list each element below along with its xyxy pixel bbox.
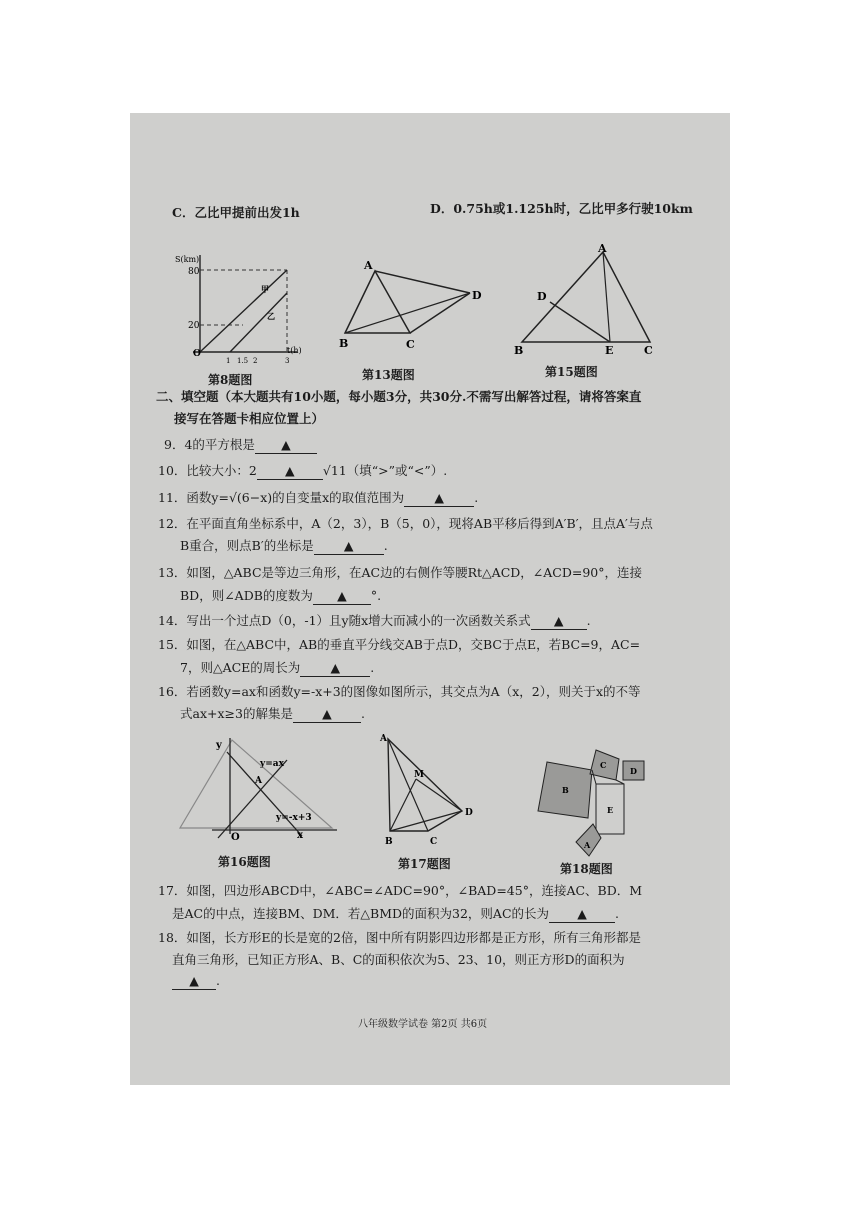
fig16-point-a: A bbox=[255, 776, 262, 786]
section2-heading: 二、填空题（本大题共有10小题，每小题3分，共30分.不需写出解答过程，请将答案直 bbox=[156, 389, 642, 404]
figure-15 bbox=[510, 240, 660, 360]
answer-blank: ▲ bbox=[314, 538, 384, 555]
question-17-line2: 是AC的中点，连接BM、DM．若△BMD的面积为32，则AC的长为 ▲ . bbox=[172, 906, 619, 921]
fig8-y-axis-label: S(km) bbox=[175, 255, 200, 264]
fig8-caption: 第8题图 bbox=[208, 373, 253, 387]
fig17-label: M bbox=[414, 770, 424, 780]
page-footer: 八年级数学试卷 第2页 共6页 bbox=[358, 1019, 488, 1030]
fig16-x-label: x bbox=[297, 830, 303, 841]
fig8-origin: O bbox=[193, 349, 201, 359]
fig8-y-tick: 80 bbox=[188, 267, 200, 277]
fig17-label: A bbox=[380, 734, 387, 744]
fig8-x-axis-label: t(h) bbox=[287, 346, 302, 355]
answer-blank: ▲ bbox=[549, 906, 615, 923]
fig18-label: E bbox=[607, 805, 614, 815]
fig13-caption: 第13题图 bbox=[362, 368, 415, 382]
figure-17 bbox=[378, 731, 483, 849]
question-12-line1: 12．在平面直角坐标系中，A（2，3），B（5，0），现将AB平移后得到A′B′，且点A′与点 bbox=[158, 516, 653, 531]
fig15-label: B bbox=[514, 344, 524, 357]
question-17-line1: 17．如图，四边形ABCD中，∠ABC=∠ADC=90°，∠BAD=45°，连接AC、BD．M bbox=[158, 883, 643, 898]
question-18-line3: ▲ . bbox=[172, 973, 220, 990]
fig8-x-tick: 1 bbox=[226, 357, 231, 365]
fig18-caption: 第18题图 bbox=[560, 862, 613, 876]
answer-blank: ▲ bbox=[255, 437, 317, 454]
question-18-line2: 直角三角形，已知正方形A、B、C的面积依次为5、23、10，则正方形D的面积为 bbox=[172, 952, 625, 967]
answer-blank: ▲ bbox=[313, 588, 371, 605]
question-16-line1: 16．若函数y=ax和函数y=-x+3的图像如图所示，其交点为A（x，2），则关于x的不等 bbox=[158, 684, 641, 699]
question-15-line2: 7，则△ACE的周长为 ▲ . bbox=[180, 660, 375, 675]
question-10: 10．比较大小：2 ▲ √11（填“>”或“<”）. bbox=[158, 463, 448, 478]
fig18-label: B bbox=[562, 785, 569, 795]
exam-paper bbox=[130, 113, 730, 1085]
question-16-line2: 式ax+x≥3的解集是 ▲ . bbox=[180, 706, 365, 721]
answer-blank: ▲ bbox=[257, 463, 323, 480]
question-9: 9．4的平方根是 ▲ bbox=[164, 437, 317, 454]
option-d: D．0.75h或1.125h时，乙比甲多行驶10km bbox=[430, 201, 693, 216]
answer-blank: ▲ bbox=[172, 973, 216, 990]
answer-blank: ▲ bbox=[404, 490, 474, 507]
question-14: 14．写出一个过点D（0，-1）且y随x增大而减小的一次函数关系式 ▲ . bbox=[158, 613, 591, 628]
question-11: 11．函数y=√(6−x)的自变量x的取值范围为 ▲ . bbox=[158, 490, 479, 505]
fig16-y-label: y bbox=[216, 740, 222, 751]
fig15-label: A bbox=[598, 242, 607, 255]
fig17-caption: 第17题图 bbox=[398, 857, 451, 871]
fig17-label: C bbox=[430, 837, 438, 847]
option-c: C．乙比甲提前出发1h bbox=[172, 205, 300, 220]
question-12-line2: B重合，则点B′的坐标是 ▲ . bbox=[180, 538, 388, 553]
fig16-line2-label: y=-x+3 bbox=[276, 813, 312, 823]
section2-heading-cont: 接写在答题卡相应位置上） bbox=[174, 411, 325, 426]
fig13-label: D bbox=[472, 289, 482, 302]
fig8-line-jia: 甲 bbox=[261, 284, 269, 294]
fig17-label: D bbox=[465, 808, 473, 818]
fig18-label: C bbox=[600, 760, 607, 770]
figure-18 bbox=[530, 738, 655, 858]
figure-16-graph bbox=[172, 736, 342, 844]
fig8-y-tick: 20 bbox=[188, 321, 200, 331]
answer-blank: ▲ bbox=[293, 706, 361, 723]
fig17-label: B bbox=[385, 837, 393, 847]
question-15-line1: 15．如图，在△ABC中，AB的垂直平分线交AB于点D，交BC于点E，若BC=9，AC= bbox=[158, 637, 641, 652]
fig13-label: A bbox=[364, 259, 373, 272]
question-13-line1: 13．如图，△ABC是等边三角形，在AC边的右侧作等腰Rt△ACD，∠ACD=90°，连接 bbox=[158, 565, 642, 580]
fig15-caption: 第15题图 bbox=[545, 365, 598, 379]
question-13-line2: BD，则∠ADB的度数为 ▲ °. bbox=[180, 588, 382, 603]
answer-blank: ▲ bbox=[300, 660, 370, 677]
question-18-line1: 18．如图，长方形E的长是宽的2倍，图中所有阴影四边形都是正方形，所有三角形都是 bbox=[158, 930, 641, 945]
fig18-label: A bbox=[584, 840, 591, 850]
fig16-origin: O bbox=[231, 832, 240, 843]
fig8-line-yi: 乙 bbox=[267, 311, 275, 321]
fig15-label: E bbox=[605, 344, 614, 357]
fig15-label: D bbox=[537, 290, 547, 303]
answer-blank: ▲ bbox=[531, 613, 587, 630]
fig13-label: C bbox=[406, 338, 415, 351]
fig8-x-tick: 3 bbox=[285, 357, 290, 365]
fig18-label: D bbox=[630, 766, 637, 776]
fig16-line1-label: y=ax bbox=[260, 759, 284, 769]
figure-8-graph bbox=[175, 253, 302, 365]
fig8-x-tick: 1.5 bbox=[237, 357, 249, 365]
fig13-label: B bbox=[339, 337, 349, 350]
figure-13 bbox=[335, 255, 480, 355]
fig16-caption: 第16题图 bbox=[218, 855, 271, 869]
fig8-x-tick: 2 bbox=[253, 357, 258, 365]
fig15-label: C bbox=[644, 344, 653, 357]
